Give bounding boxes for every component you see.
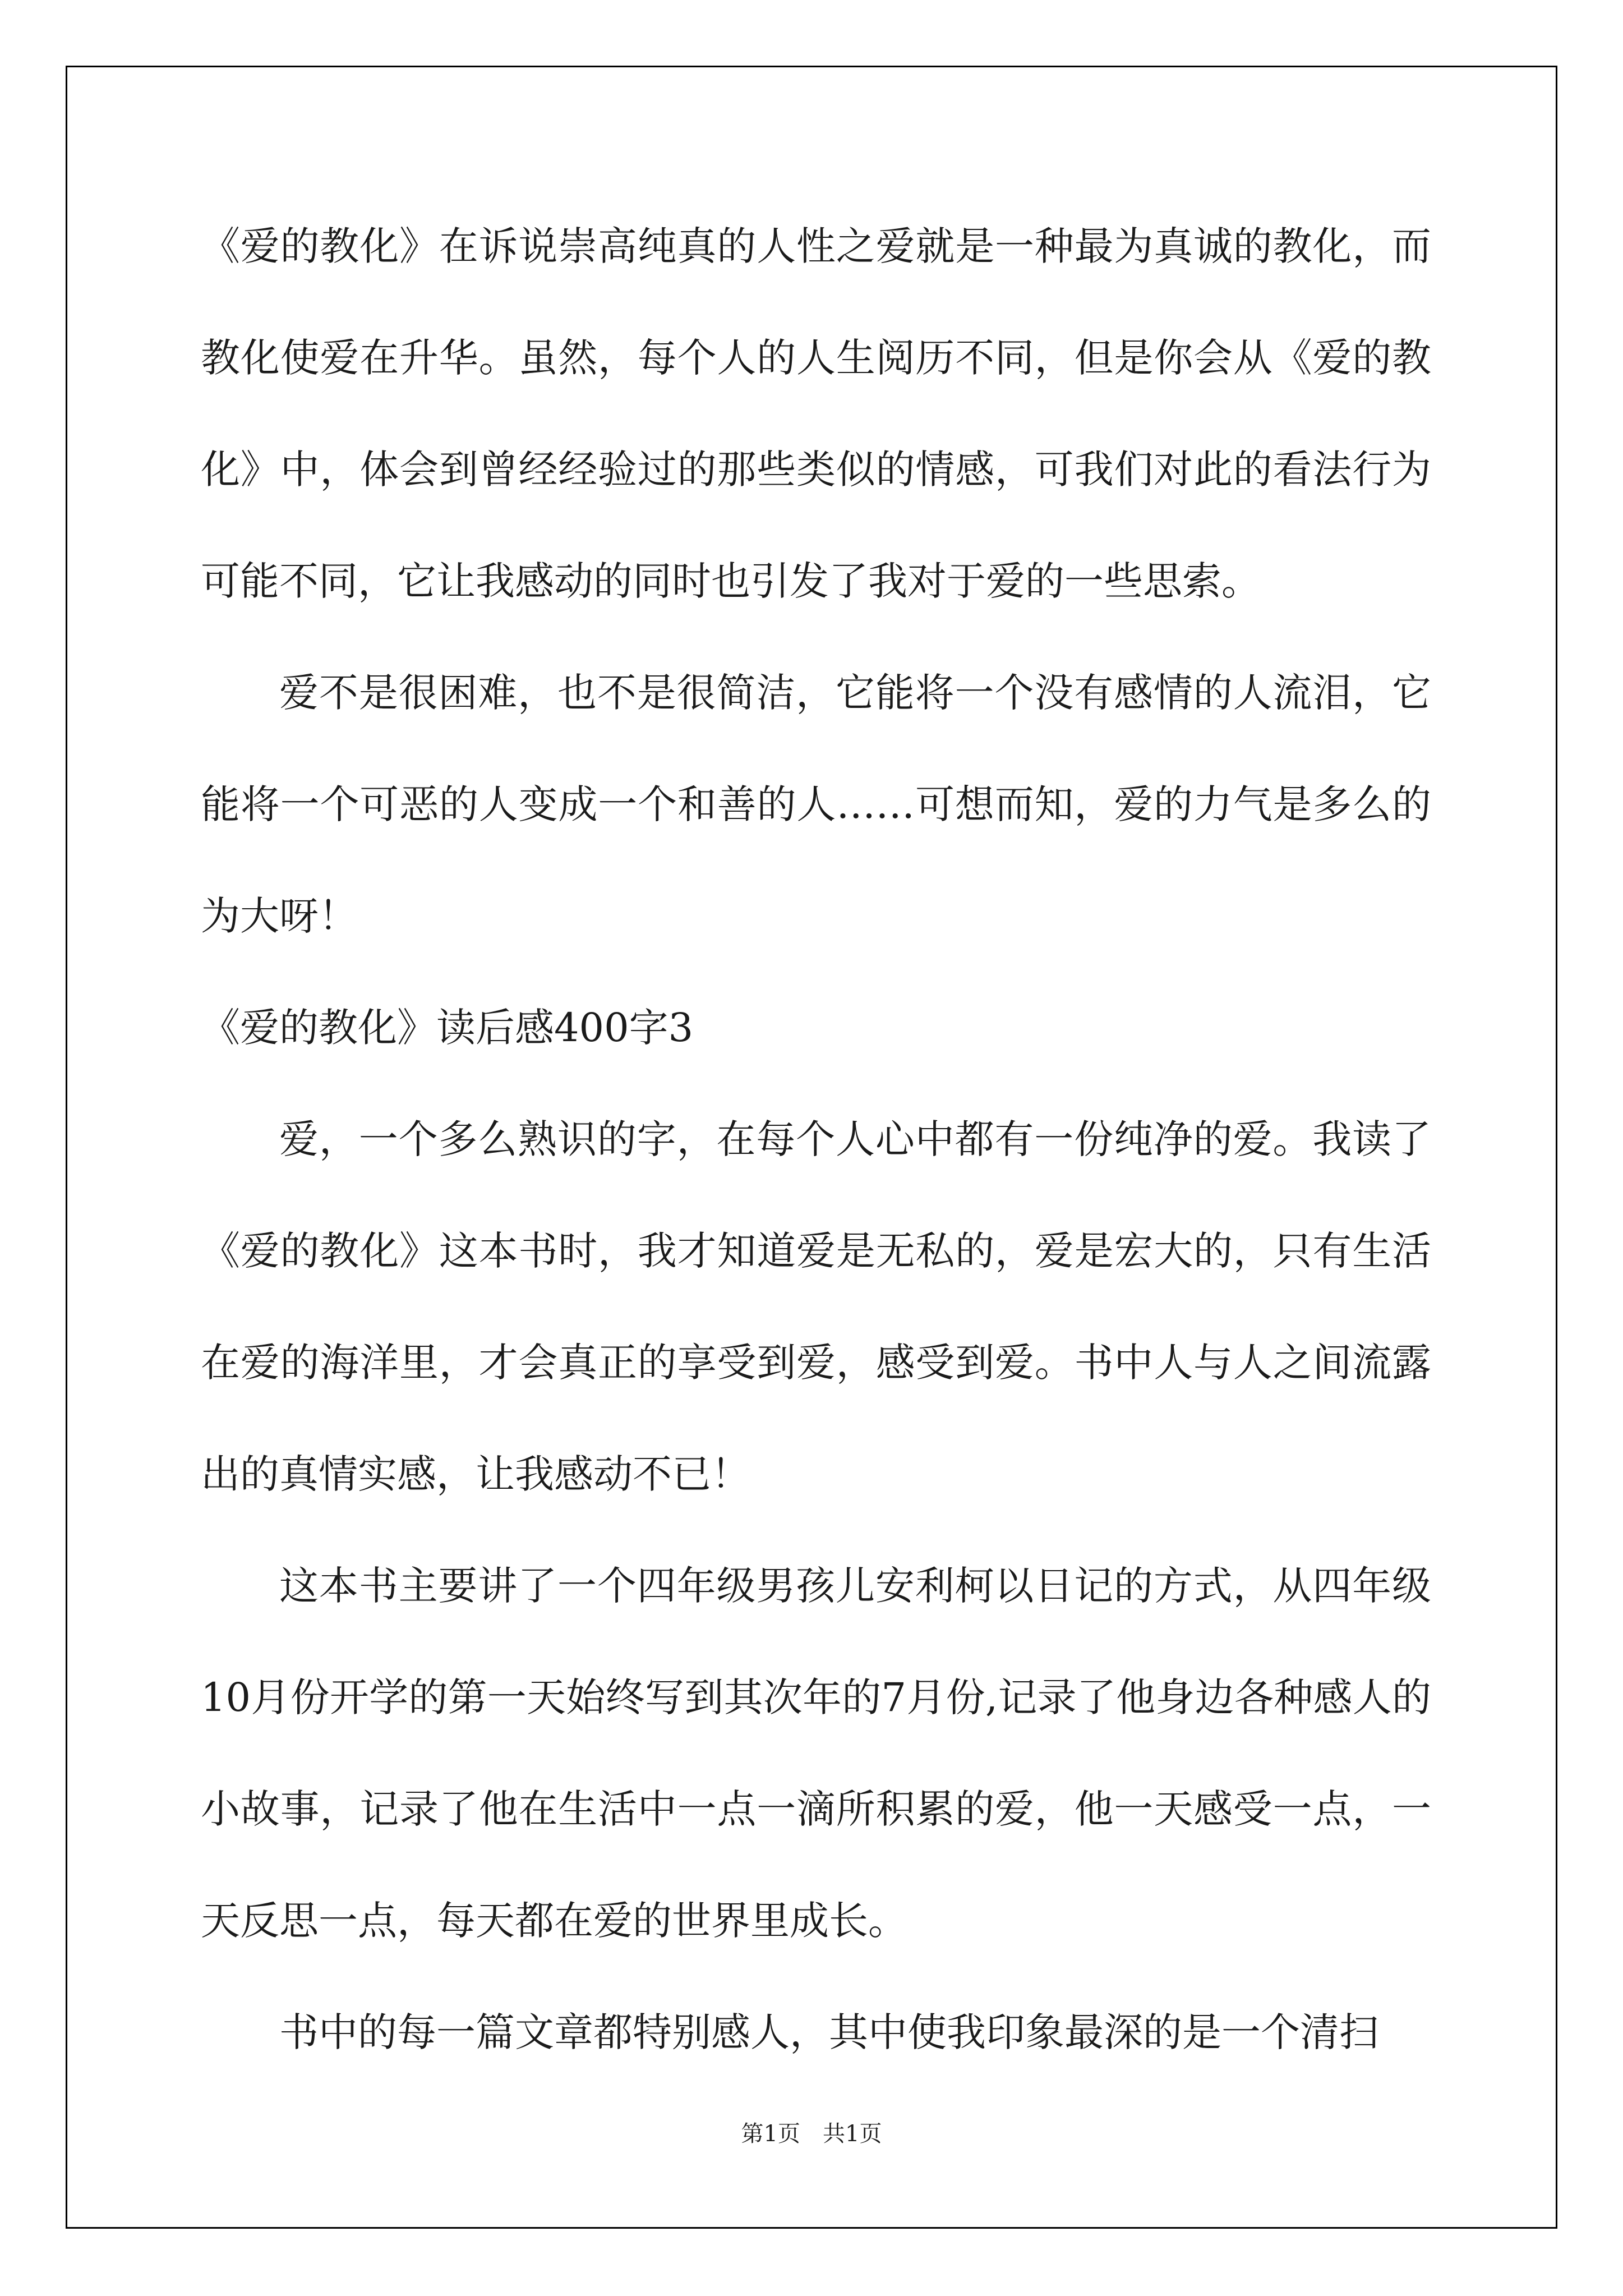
section-heading: 《爱的教化》读后感400字3 bbox=[201, 1005, 694, 1051]
page-footer bbox=[0, 2116, 1623, 2148]
paragraph-1: 《爱的教化》在诉说崇高纯真的人性之爱就是一种最为真诚的教化，而教化使爱在升华。虽然，每个人的人生阅历不同，但是你会从《爱的教化》中，体会到曾经经验过的那些类似的情感，可我们对此的看法行为可能不同，它让我感动的同时也引发了我对于爱的一些思索。 bbox=[201, 223, 1431, 604]
document-body bbox=[201, 191, 1431, 2088]
paragraph-4: 这本书主要讲了一个四年级男孩儿安利柯以日记的方式，从四年级10月份开学的第一天始终写到其次年的7月份,记录了他身边各种感人的小故事，记录了他在生活中一点一滴所积累的爱，他一天感受一点，一天反思一点，每天都在爱的世界里成长。 bbox=[201, 1563, 1431, 1944]
total-pages: 共1页 bbox=[823, 2121, 882, 2147]
paragraph-3: 爱，一个多么熟识的字，在每个人心中都有一份纯净的爱。我读了《爱的教化》这本书时，我才知道爱是无私的，爱是宏大的，只有生活在爱的海洋里，才会真正的享受到爱，感受到爱。书中人与人之间流露出的真情实感，让我感动不已！ bbox=[201, 1116, 1431, 1497]
paragraph-5: 书中的每一篇文章都特别感人，其中使我印象最深的是一个清扫 bbox=[279, 2009, 1378, 2055]
paragraph-2: 爱不是很困难，也不是很简洁，它能将一个没有感情的人流泪，它能将一个可恶的人变成一个和善的人……可想而知，爱的力气是多么的为大呀！ bbox=[201, 670, 1431, 939]
page-number: 第1页 bbox=[741, 2121, 800, 2147]
